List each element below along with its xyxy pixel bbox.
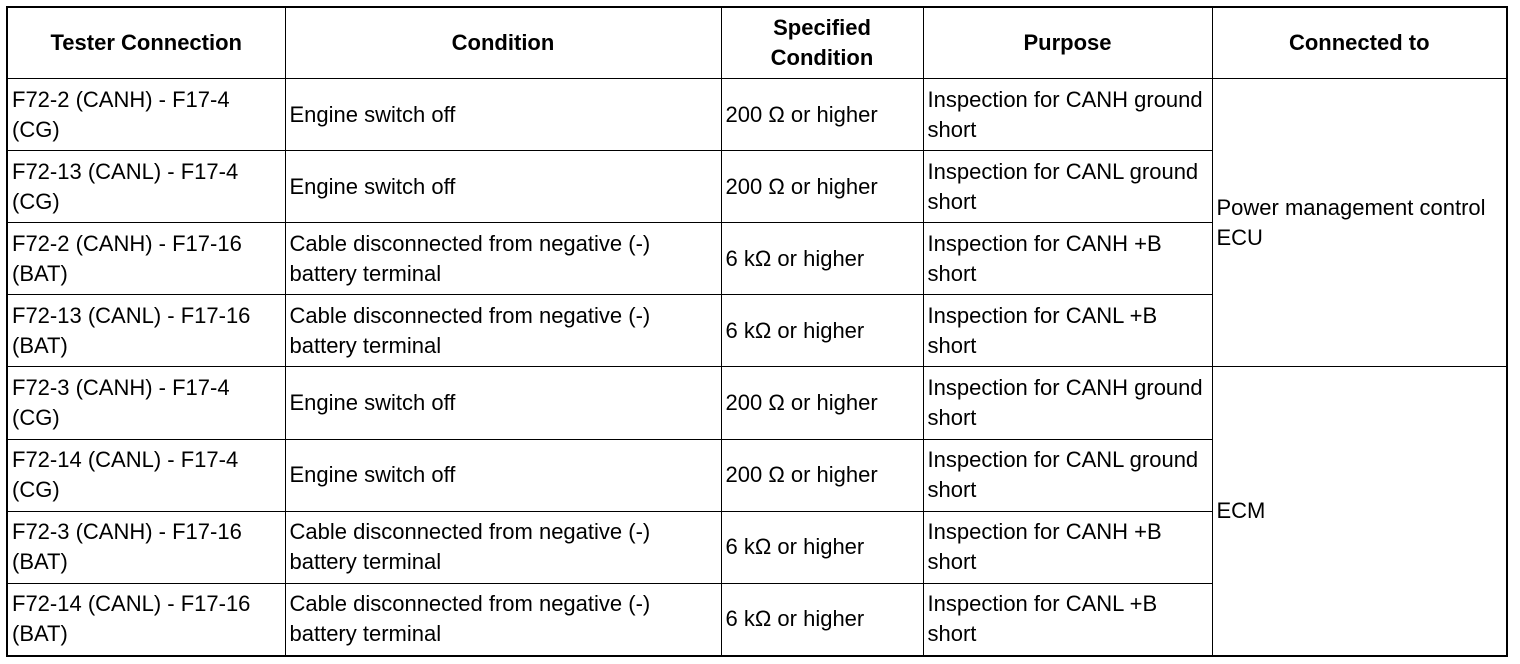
purpose-cell: Inspection for CANL +B short (923, 583, 1212, 656)
purpose-cell: Inspection for CANL +B short (923, 295, 1212, 367)
tester-connection-cell: F72-3 (CANH) - F17-16 (BAT) (7, 511, 285, 583)
specified-condition-cell: 200 Ω or higher (721, 79, 923, 151)
spec-table (6, 6, 1508, 657)
tester-connection-cell: F72-2 (CANH) - F17-4 (CG) (7, 79, 285, 151)
condition-cell: Cable disconnected from negative (-) battery terminal (285, 223, 721, 295)
header-connected-to: Connected to (1212, 7, 1507, 79)
specified-condition-cell: 6 kΩ or higher (721, 295, 923, 367)
header-tester-connection: Tester Connection (7, 7, 285, 79)
header-condition: Condition (285, 7, 721, 79)
purpose-cell: Inspection for CANL ground short (923, 439, 1212, 511)
tester-connection-cell: F72-13 (CANL) - F17-4 (CG) (7, 151, 285, 223)
condition-cell: Engine switch off (285, 367, 721, 439)
specified-condition-cell: 6 kΩ or higher (721, 511, 923, 583)
purpose-cell: Inspection for CANH +B short (923, 511, 1212, 583)
connected-to-cell: Power management control ECU (1212, 79, 1507, 367)
purpose-cell: Inspection for CANH +B short (923, 223, 1212, 295)
specified-condition-cell: 6 kΩ or higher (721, 223, 923, 295)
header-row (7, 7, 1507, 79)
specified-condition-cell: 200 Ω or higher (721, 367, 923, 439)
tester-connection-cell: F72-3 (CANH) - F17-4 (CG) (7, 367, 285, 439)
purpose-cell: Inspection for CANH ground short (923, 367, 1212, 439)
tester-connection-cell: F72-14 (CANL) - F17-16 (BAT) (7, 583, 285, 656)
connected-to-cell: ECM (1212, 367, 1507, 656)
table-row (7, 79, 1507, 151)
tester-connection-cell: F72-2 (CANH) - F17-16 (BAT) (7, 223, 285, 295)
condition-cell: Engine switch off (285, 79, 721, 151)
header-specified-condition: Specified Condition (721, 7, 923, 79)
tester-connection-cell: F72-14 (CANL) - F17-4 (CG) (7, 439, 285, 511)
specified-condition-cell: 200 Ω or higher (721, 151, 923, 223)
condition-cell: Engine switch off (285, 151, 721, 223)
condition-cell: Engine switch off (285, 439, 721, 511)
specified-condition-cell: 200 Ω or higher (721, 439, 923, 511)
condition-cell: Cable disconnected from negative (-) battery terminal (285, 511, 721, 583)
purpose-cell: Inspection for CANH ground short (923, 79, 1212, 151)
header-purpose: Purpose (923, 7, 1212, 79)
condition-cell: Cable disconnected from negative (-) battery terminal (285, 295, 721, 367)
table-row (7, 367, 1507, 439)
condition-cell: Cable disconnected from negative (-) battery terminal (285, 583, 721, 656)
purpose-cell: Inspection for CANL ground short (923, 151, 1212, 223)
tester-connection-cell: F72-13 (CANL) - F17-16 (BAT) (7, 295, 285, 367)
specified-condition-cell: 6 kΩ or higher (721, 583, 923, 656)
